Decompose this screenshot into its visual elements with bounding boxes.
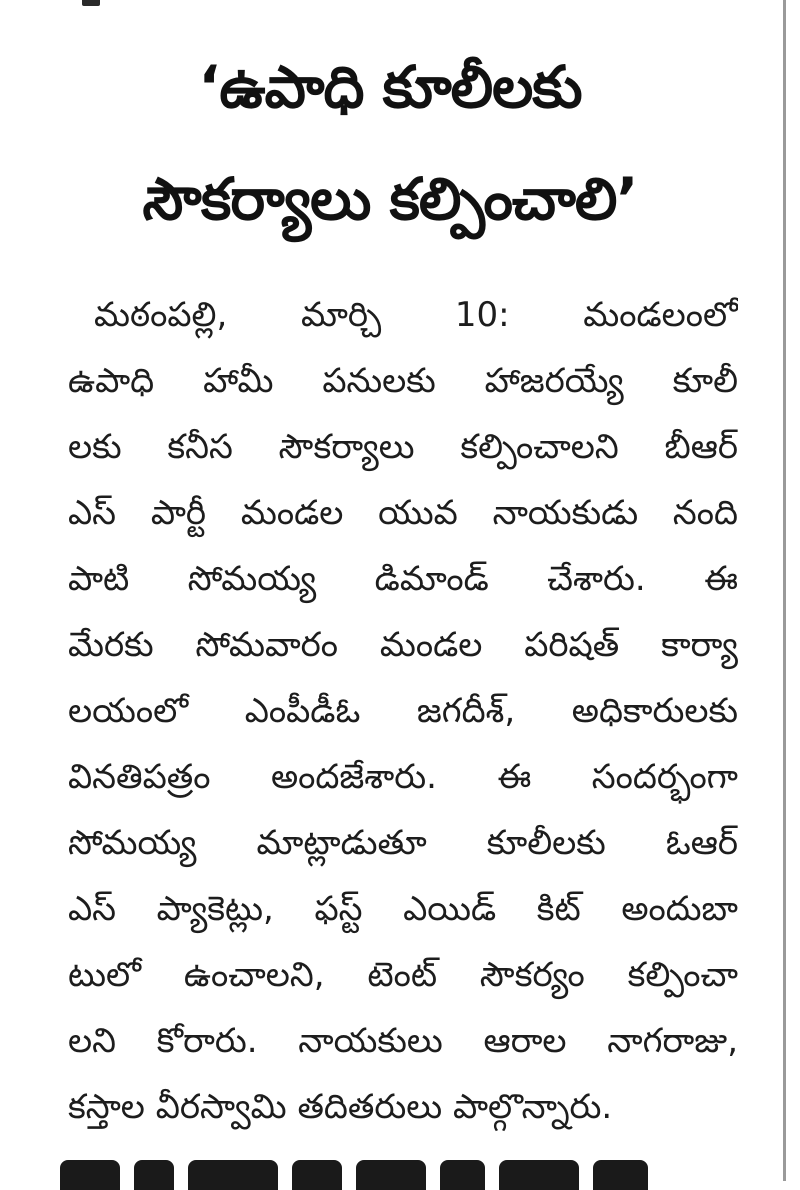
previous-article-fragment [82, 0, 100, 6]
headline-line-2: సౌకర్యాలు కల్పించాలి’ [142, 165, 638, 233]
body-line: వినతిపత్రం అందజేశారు. ఈ సందర్భంగా [68, 757, 738, 797]
article-body [68, 282, 738, 1140]
headline-line-1: ‘ఉపాధి కూలీలకు [198, 53, 582, 121]
body-line: పాటి సోమయ్య డిమాండ్ చేశారు. ఈ [68, 559, 738, 599]
body-line: ఎస్ పార్టీ మండల యువ నాయకుడు నంది [68, 493, 738, 533]
body-line: కస్తాల వీరస్వామి తదితరులు పాల్గొన్నారు. [68, 1087, 613, 1127]
body-line: లకు కనీస సౌకర్యాలు కల్పించాలని బీఆర్ [68, 427, 738, 467]
body-line: టులో ఉంచాలని, టెంట్ సౌకర్యం కల్పించా [68, 955, 738, 995]
body-line: ఉపాధి హామీ పనులకు హాజరయ్యే కూలీ [68, 361, 738, 401]
body-line: లయంలో ఎంపీడీఓ జగదీశ్, అధికారులకు [68, 691, 738, 731]
next-headline-fragment [60, 1160, 740, 1190]
body-line: ఎస్ ప్యాకెట్లు, ఫస్ట్ ఎయిడ్ కిట్ అందుబా [68, 889, 738, 929]
body-line: లని కోరారు. నాయకులు ఆరాల నాగరాజు, [68, 1021, 738, 1061]
body-line: సోమయ్య మాట్లాడుతూ కూలీలకు ఓఆర్ [68, 823, 738, 863]
column-divider [783, 0, 786, 1181]
body-line: మేరకు సోమవారం మండల పరిషత్ కార్యా [68, 625, 738, 665]
body-line: మఠంపల్లి, మార్చి 10: మండలంలో [94, 295, 738, 335]
